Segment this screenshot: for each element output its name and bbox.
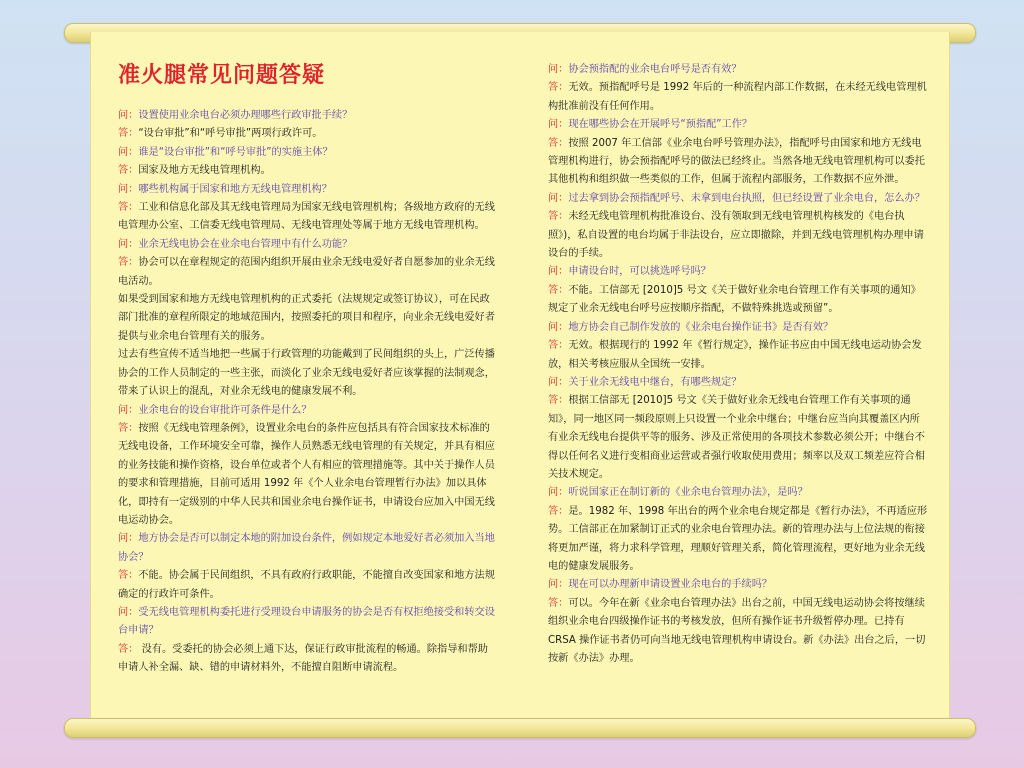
question-label: 问： (548, 579, 569, 591)
question-text: 谁是“设台审批”和“呼号审批”的实施主体？ (138, 146, 333, 158)
answer-item (548, 595, 928, 669)
question-label: 问： (548, 64, 569, 75)
question-label: 问： (118, 238, 139, 250)
question-text: 哪些机构属于国家和地方无线电管理机构？ (138, 183, 332, 195)
question-text: 受无线电管理机构委托进行受理设台申请服务的协会是否有权拒绝接受和转交设台申请？ (118, 606, 495, 637)
question-item (548, 374, 928, 392)
question-text: 地方协会是否可以制定本地的附加设台条件，例如规定本地爱好者必须加入当地协会？ (118, 533, 495, 563)
answer-label: 答： (548, 597, 569, 609)
answer-label: 答： (548, 82, 569, 94)
question-item (118, 107, 498, 125)
question-label: 问： (548, 487, 569, 499)
question-label: 问： (118, 533, 139, 545)
answer-item (548, 135, 928, 190)
question-text: 听说国家正在制订新的《业余电台管理办法》，是吗？ (568, 487, 808, 499)
question-text: 地方协会自己制作发放的《业余电台操作证书》是否有效？ (568, 321, 834, 333)
question-item (118, 402, 498, 420)
question-item (548, 263, 928, 281)
answer-item (118, 162, 498, 180)
answer-label: 答： (118, 422, 139, 434)
answer-text: 不能。协会属于民间组织，不具有政府行政职能，不能擅自改变国家和地方法规确定的行政许可条件。 (118, 570, 495, 600)
answer-text: 按照 2007 年工信部《业余电台呼号管理办法》，指配呼号由国家和地方无线电管理机构进行，协会预指配呼号的做法已经终止。当然各地无线电管理机构可以委托其他机构和组织做一些类似的工作，但属于流程内部服务，工作数据不应外泄。 (548, 137, 925, 186)
answer-label: 答： (548, 137, 569, 149)
answer-label: 答： (548, 395, 569, 407)
answer-text: 是。1982 年、1998 年出台的两个业余电台规定都是《暂行办法》，不再适应形势。工信部正在加紧制订正式的业余电台管理办法。新的管理办法与上位法规的衔接将更加严谨，将力求科学管理，理顺好管理关系，简化管理流程，更好地为业余无线电的健康发展服务。 (548, 505, 928, 572)
paragraph-text: 过去有些宣传不适当地把一些属于行政管理的功能戴到了民间组织的头上，广泛传播协会的工作人员制定的一些主张，而淡化了业余无线电爱好者应该掌握的法制观念，带来了认识上的混乱，对业余无线电的健康发展不利。 (118, 349, 495, 398)
paragraph (118, 346, 498, 401)
question-label: 问： (548, 321, 569, 333)
answer-item (118, 254, 498, 291)
answer-item (548, 282, 928, 319)
question-text: 协会预指配的业余电台呼号是否有效？ (568, 64, 742, 75)
answer-label: 答： (118, 128, 139, 140)
answer-item (548, 208, 928, 263)
answer-item (118, 125, 498, 143)
answer-label: 答： (548, 284, 569, 296)
question-text: 申请设台时，可以挑选呼号吗？ (568, 266, 711, 278)
question-text: 现在可以办理新申请设置业余电台的手续吗？ (568, 579, 773, 591)
answer-text: 没有。受委托的协会必须上通下达，保证行政审批流程的畅通。除指导和帮助申请人补全漏、缺、错的申请材料外，不能擅自阻断申请流程。 (118, 643, 488, 674)
page-title: 准火腿常见问题答疑 (118, 63, 326, 88)
answer-item (548, 79, 928, 116)
answer-item (118, 199, 498, 236)
question-label: 问： (548, 266, 569, 278)
answer-text: 不能。工信部无 [2010]5 号文《关于做好业余电台管理工作有关事项的通知》规定了业余无线电台呼号应按顺序指配，不做特殊挑选或预留”。 (548, 284, 921, 315)
question-label: 问： (118, 404, 139, 416)
question-text: 设置使用业余电台必须办理哪些行政审批手续？ (138, 110, 353, 121)
question-label: 问： (548, 192, 569, 204)
question-text: 过去拿到协会预指配呼号、未拿到电台执照，但已经设置了业余电台，怎么办？ (568, 192, 925, 204)
question-item (548, 576, 928, 594)
answer-item (118, 641, 498, 678)
answer-item (548, 392, 928, 484)
answer-text: 国家及地方无线电管理机构。 (138, 165, 271, 177)
answer-text: 无效。预指配呼号是 1992 年后的一种流程内部工作数据，在未经无线电管理机构批准前没有任何作用。 (548, 82, 927, 112)
question-item (118, 530, 498, 567)
answer-label: 答： (548, 505, 569, 517)
question-text: 业余无线电协会在业余电台管理中有什么功能？ (138, 238, 353, 250)
answer-text: 按照《无线电管理条例》，设置业余电台的条件应包括具有符合国家技术标准的无线电设备，工作环境安全可靠，操作人员熟悉无线电管理的有关规定，并具有相应的业务技能和操作资格，设台单位或者个人有相应的管理措施等。其中关于操作人员的要求和管理措施，目前可适用 1992 年《个人业余电台管理暂行办法》加以具体化，即持有一定级别的中华人民共和国业余电台操作证书，申请设台应加入中国无线电运动协会。 (118, 422, 495, 526)
scroll-bottom-rod (64, 718, 976, 738)
right-column (548, 61, 928, 668)
question-item (118, 144, 498, 162)
paragraph-text: 如果受到国家和地方无线电管理机构的正式委托（法规规定或签订协议），可在民政部门批准的章程所限定的地域范围内，按照委托的项目和程序，向业余无线电爱好者提供与业余电台管理有关的服务。 (118, 294, 495, 342)
answer-text: 协会可以在章程规定的范围内组织开展由业余无线电爱好者自愿参加的业余无线电活动。 (118, 257, 495, 287)
answer-label: 答： (118, 643, 139, 655)
answer-text: “设台审批”和“呼号审批”两项行政许可。 (138, 128, 323, 140)
answer-item (548, 337, 928, 374)
answer-text: 无效。根据现行的 1992 年《暂行规定》，操作证书应由中国无线电运动协会发放，相关考核应服从全国统一安排。 (548, 340, 922, 370)
question-item (118, 181, 498, 199)
answer-text: 工业和信息化部及其无线电管理局为国家无线电管理机构；各级地方政府的无线电管理办公室、工信委无线电管理局、无线电管理处等属于地方无线电管理机构。 (118, 202, 495, 232)
question-text: 现在哪些协会在开展呼号“预指配”工作？ (568, 119, 753, 131)
left-column (118, 107, 498, 678)
question-item (118, 236, 498, 254)
question-item (548, 319, 928, 337)
answer-label: 答： (118, 570, 139, 582)
answer-label: 答： (118, 202, 139, 214)
question-text: 业余电台的设台审批许可条件是什么？ (138, 404, 312, 416)
paragraph (118, 291, 498, 346)
question-label: 问： (118, 110, 139, 121)
question-item (548, 190, 928, 208)
question-label: 问： (118, 146, 139, 158)
answer-text: 根据工信部无 [2010]5 号文《关于做好业余无线电台管理工作有关事项的通知》，同一地区同一频段原则上只设置一个业余中继台；中继台应当向其覆盖区内所有业余无线电台提供平等的服务、涉及正常使用的各项技术参数必须公开；中继台不得以任何名义进行变相商业运营或者强行收取使用费用；频率以及双工频差应符合相关技术规定。 (548, 395, 925, 480)
answer-item (118, 420, 498, 530)
answer-item (548, 503, 928, 577)
answer-text: 未经无线电管理机构批准设台、没有领取到无线电管理机构核发的《电台执照》)，私自设置的电台均属于非法设台，应立即撤除，并到无线电管理机构办理申请设台的手续。 (548, 211, 924, 260)
answer-label: 答： (118, 165, 139, 177)
question-item (548, 484, 928, 502)
question-label: 问： (548, 119, 569, 131)
answer-label: 答： (548, 340, 569, 352)
question-label: 问： (548, 376, 569, 388)
answer-item (118, 567, 498, 604)
answer-label: 答： (548, 211, 569, 223)
question-label: 问： (118, 183, 139, 195)
question-item (548, 116, 928, 134)
question-item (118, 604, 498, 641)
question-item (548, 61, 928, 79)
question-label: 问： (118, 606, 139, 618)
answer-text: 可以。今年在新《业余电台管理办法》出台之前，中国无线电运动协会将按继续组织业余电台四级操作证书的考核发放，但所有操作证书升级暂停办理。已持有 CRSA 操作证书者仍可向当地无线电管理机构申请设台。新《办法》出台之后，一切按新《办法》办理。 (548, 597, 926, 664)
question-text: 关于业余无线电中继台，有哪些规定？ (568, 376, 742, 388)
answer-label: 答： (118, 257, 139, 269)
